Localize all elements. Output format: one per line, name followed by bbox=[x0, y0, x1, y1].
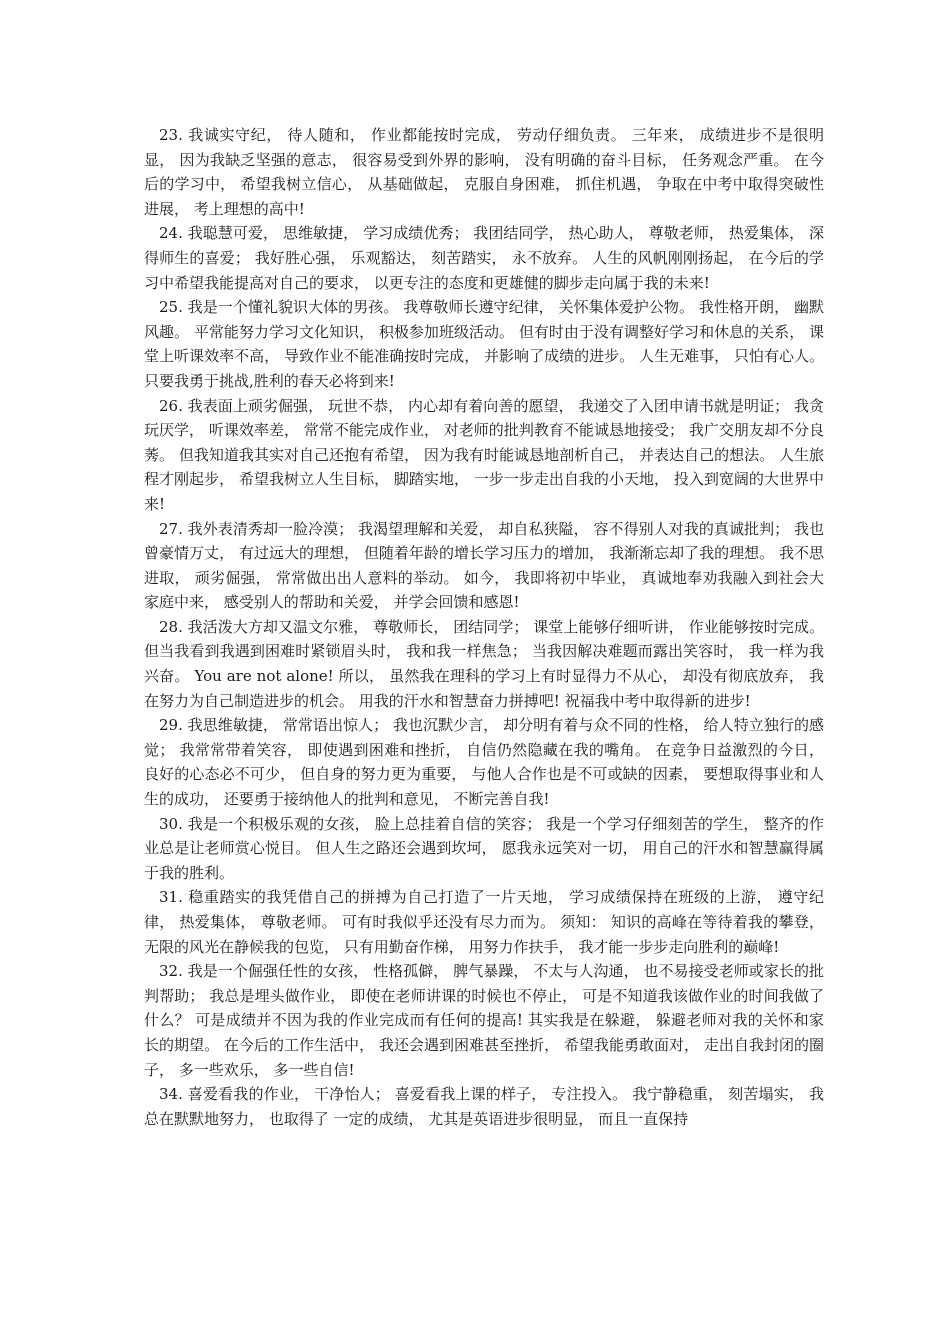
paragraph-26: 26. 我表面上顽劣倔强， 玩世不恭， 内心却有着向善的愿望， 我递交了入团申请书就是明证； 我贪玩厌学， 听课效率差， 常常不能完成作业， 对老师的批判教育不能诚恳地接受； 我广交朋友却不分良莠。 但我知道我其实对自己还抱有希望， 因为我有时能诚恳地剖析自己， 并表达自己的想法。 人生旅程才刚起步， 希望我树立人生目标， 脚踏实地， 一步一步走出自我的小天地， 投入到宽阔的大世界中来! bbox=[144, 396, 824, 513]
paragraph-25: 25. 我是一个懂礼貌识大体的男孩。 我尊敬师长遵守纪律， 关怀集体爱护公物。 我性格开朗， 幽默风趣。 平常能努力学习文化知识， 积极参加班级活动。 但有时由于没有调整好学习和休息的关系， 课堂上听课效率不高， 导致作业不能准确按时完成， 并影响了成绩的进步。 人生无难事， 只怕有心人。 只要我勇于挑战,胜利的春天必将到来! bbox=[144, 298, 829, 390]
paragraph-29: 29. 我思维敏捷， 常常语出惊人； 我也沉默少言， 却分明有着与众不同的性格， 给人特立独行的感觉； 我常常带着笑容， 即使遇到困难和挫折， 自信仍然隐藏在我的嘴角。 在竞争日益激烈的今日， 良好的心态必不可少， 但自身的努力更为重要， 与他人合作也是不可或缺的因素， 要想取得事业和人生的成功， 还要勇于接纳他人的批判和意见， 不断完善自我! bbox=[144, 716, 829, 809]
paragraph-30: 30. 我是一个积极乐观的女孩， 脸上总挂着自信的笑容； 我是一个学习仔细刻苦的学生， 整齐的作业总是让老师赏心悦目。 但人生之路还会遇到坎坷， 愿我永远笑对一切， 用自己的汗水和智慧赢得属于我的胜利。 bbox=[144, 814, 824, 882]
paragraph-28: 28. 我活泼大方却又温文尔雅， 尊敬师长， 团结同学； 课堂上能够仔细听讲， 作业能够按时完成。 但当我看到我遇到困难时紧锁眉头时， 我和我一样焦急； 当我因解决难题而露出笑容时， 我一样为我兴奋。 You are not alone! 所以， 虽然我在理科的学习上有时显得力不从心， 却没有彻底放弃， 我在努力为自己制造进步的机会。 用我的汗水和智慧奋力拼搏吧! 祝福我中考中取得新的进步! bbox=[144, 617, 829, 710]
paragraph-24: 24. 我聪慧可爱， 思维敏捷， 学习成绩优秀； 我团结同学， 热心助人， 尊敬老师， 热爱集体， 深得师生的喜爱； 我好胜心强， 乐观豁达， 刻苦踏实， 永不放弃。 人生的风帆刚刚扬起， 在今后的学习中希望我能提高对自己的要求， 以更专注的态度和更雄健的脚步走向属于我的未来! bbox=[144, 224, 824, 292]
paragraph-34: 34. 喜爱看我的作业， 干净怡人； 喜爱看我上课的样子， 专注投入。 我宁静稳重， 刻苦塌实， 我总在默默地努力， 也取得了 一定的成绩， 尤其是英语进步很明显， 而且一直保持 bbox=[144, 1085, 824, 1128]
paragraph-31: 31. 稳重踏实的我凭借自己的拼搏为自己打造了一片天地， 学习成绩保持在班级的上游， 遵守纪律， 热爱集体， 尊敬老师。 可有时我似乎还没有尽力而为。 须知： 知识的高峰在等待着我的攀登， 无限的风光在静候我的包览， 只有用勤奋作梯， 用努力作扶手， 我才能一步步走向胜利的巅峰! bbox=[144, 888, 829, 956]
paragraph-32: 32. 我是一个倔强任性的女孩， 性格孤僻， 脾气暴躁， 不太与人沟通， 也不易接受老师或家长的批判帮助； 我总是埋头做作业， 即使在老师讲课的时候也不停止， 可是不知道我该做作业的时间我做了什么？ 可是成绩并不因为我的作业完成而有任何的提高! 其实我是在躲避， 躲避老师对我的关怀和家长的期望。 在今后的工作生活中， 我还会遇到困难甚至挫折， 希望我能勇敢面对， 走出自我封闭的圈子， 多一些欢乐， 多一些自信! bbox=[144, 962, 824, 1079]
document-body bbox=[144, 123, 829, 1131]
paragraph-23: 23. 我诚实守纪， 待人随和， 作业都能按时完成， 劳动仔细负责。 三年来， 成绩进步不是很明显， 因为我缺乏坚强的意志， 很容易受到外界的影响， 没有明确的奋斗目标， 任务观念严重。 在今后的学习中， 希望我树立信心， 从基础做起， 克服自身困难， 抓住机遇， 争取在中考中取得突破性进展， 考上理想的高中! bbox=[144, 126, 824, 218]
paragraph-27: 27. 我外表清秀却一脸冷漠； 我渴望理解和关爱， 却自私狭隘， 容不得别人对我的真诚批判； 我也曾豪情万丈， 有过远大的理想， 但随着年龄的增长学习压力的增加， 我渐渐忘却了我的理想。 我不思进取， 顽劣倔强， 常常做出出人意料的举动。 如今， 我即将初中毕业， 真诚地奉劝我融入到社会大家庭中来， 感受别人的帮助和关爱， 并学会回馈和感恩! bbox=[144, 519, 824, 612]
